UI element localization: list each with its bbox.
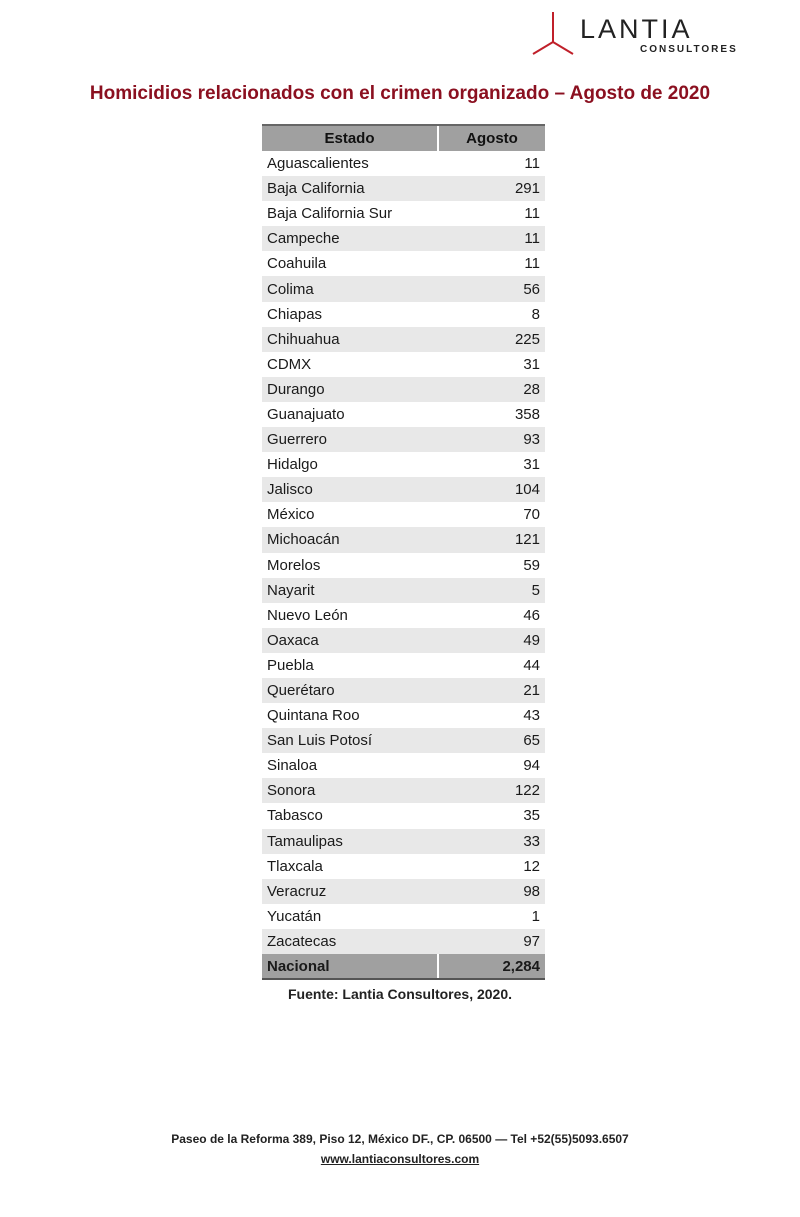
- table-row: [262, 829, 545, 854]
- state-value: 121: [438, 527, 545, 552]
- logo-name: LANTIA: [580, 14, 693, 44]
- state-value: 11: [524, 155, 540, 173]
- state-name: Puebla: [267, 656, 314, 674]
- total-value: 2,284: [438, 954, 545, 979]
- state-value: 11: [524, 255, 540, 273]
- table-row: [262, 201, 545, 226]
- state-name: Jalisco: [262, 477, 438, 502]
- table-row: [262, 603, 545, 628]
- state-value: 104: [438, 477, 545, 502]
- state-value: 59: [523, 556, 540, 574]
- state-value: 98: [438, 879, 545, 904]
- table-row: [262, 427, 545, 452]
- table-row: [262, 302, 545, 327]
- state-value: 28: [438, 377, 545, 402]
- state-value: 46: [523, 606, 540, 624]
- state-name: Morelos: [267, 556, 321, 574]
- state-name: Zacatecas: [262, 929, 438, 954]
- homicides-table: [262, 124, 545, 980]
- table-row: [262, 578, 545, 603]
- table-row: [262, 151, 545, 176]
- state-name: Nuevo León: [267, 606, 348, 624]
- state-name: Durango: [262, 377, 438, 402]
- table-row: [262, 226, 545, 251]
- table-row: [262, 327, 545, 352]
- table-row: [262, 653, 545, 678]
- table-row: [262, 276, 545, 301]
- table-row: [262, 753, 545, 778]
- table-row: [262, 904, 545, 929]
- state-value: 21: [438, 678, 545, 703]
- state-name: Aguascalientes: [267, 155, 369, 173]
- state-name: CDMX: [267, 355, 312, 373]
- table-row: [262, 176, 545, 201]
- state-value: 33: [438, 829, 545, 854]
- header-agosto: Agosto: [438, 125, 545, 151]
- table-row: [262, 778, 545, 803]
- state-name: Sonora: [262, 778, 438, 803]
- state-value: 70: [523, 506, 540, 524]
- table-row: [262, 703, 545, 728]
- table-row: [262, 251, 545, 276]
- header-estado: Estado: [262, 125, 438, 151]
- state-value: 291: [438, 176, 545, 201]
- state-value: 8: [531, 305, 540, 323]
- state-name: Hidalgo: [267, 456, 318, 474]
- lantia-logo: [530, 8, 765, 58]
- table-row: [262, 452, 545, 477]
- state-name: Guerrero: [262, 427, 438, 452]
- source-note: Fuente: Lantia Consultores, 2020.: [287, 986, 513, 1002]
- state-value: 56: [438, 276, 545, 301]
- table-row: [262, 728, 545, 753]
- state-name: Chihuahua: [262, 327, 438, 352]
- state-name: San Luis Potosí: [262, 728, 438, 753]
- state-value: 225: [438, 327, 545, 352]
- page-title: Homicidios relacionados con el crimen organizado – Agosto de 2020: [89, 83, 711, 104]
- state-name: Nayarit: [262, 578, 438, 603]
- table-row: [262, 678, 545, 703]
- table-row: [262, 929, 545, 954]
- table-row: [262, 879, 545, 904]
- logo-subtitle: CONSULTORES: [640, 44, 738, 55]
- state-name: Baja California Sur: [267, 205, 393, 223]
- state-value: 94: [523, 757, 540, 775]
- state-name: México: [267, 506, 315, 524]
- state-name: Oaxaca: [262, 628, 438, 653]
- state-name: Baja California: [262, 176, 438, 201]
- state-name: Colima: [262, 276, 438, 301]
- total-row: [262, 954, 545, 979]
- state-name: Coahuila: [267, 255, 327, 273]
- state-name: Querétaro: [262, 678, 438, 703]
- state-value: 1: [531, 907, 540, 925]
- state-value: 31: [523, 355, 540, 373]
- state-value: 35: [523, 807, 540, 825]
- state-value: 43: [523, 707, 540, 725]
- state-name: Sinaloa: [267, 757, 318, 775]
- state-name: Chiapas: [267, 305, 323, 323]
- footer-address: Paseo de la Reforma 389, Piso 12, México DF., CP. 06500 — Tel +52(55)5093.6507: [171, 1132, 629, 1146]
- state-name: Tlaxcala: [267, 857, 323, 875]
- state-value: 11: [524, 205, 540, 223]
- table-row: [262, 803, 545, 828]
- table-row: [262, 352, 545, 377]
- state-name: Michoacán: [262, 527, 438, 552]
- state-value: 44: [523, 656, 540, 674]
- total-label: Nacional: [262, 954, 438, 979]
- table-row: [262, 502, 545, 527]
- table-header-row: [262, 125, 545, 151]
- state-value: 65: [438, 728, 545, 753]
- state-value: 93: [438, 427, 545, 452]
- state-name: Guanajuato: [267, 405, 345, 423]
- lantia-mark-icon: [530, 10, 576, 58]
- table-row: [262, 377, 545, 402]
- state-value: 122: [438, 778, 545, 803]
- state-name: Veracruz: [262, 879, 438, 904]
- state-value: 31: [523, 456, 540, 474]
- state-name: Tamaulipas: [262, 829, 438, 854]
- state-name: Campeche: [262, 226, 438, 251]
- table-row: [262, 553, 545, 578]
- table-row: [262, 402, 545, 427]
- table-row: [262, 628, 545, 653]
- state-name: Yucatán: [267, 907, 322, 925]
- state-value: 97: [438, 929, 545, 954]
- table-row: [262, 854, 545, 879]
- state-name: Quintana Roo: [267, 707, 360, 725]
- state-value: 11: [438, 226, 545, 251]
- state-value: 5: [438, 578, 545, 603]
- table-row: [262, 527, 545, 552]
- state-value: 12: [523, 857, 540, 875]
- state-value: 49: [438, 628, 545, 653]
- state-value: 358: [514, 405, 540, 423]
- table-row: [262, 477, 545, 502]
- footer-website-link[interactable]: www.lantiaconsultores.com: [320, 1152, 480, 1166]
- state-name: Tabasco: [267, 807, 323, 825]
